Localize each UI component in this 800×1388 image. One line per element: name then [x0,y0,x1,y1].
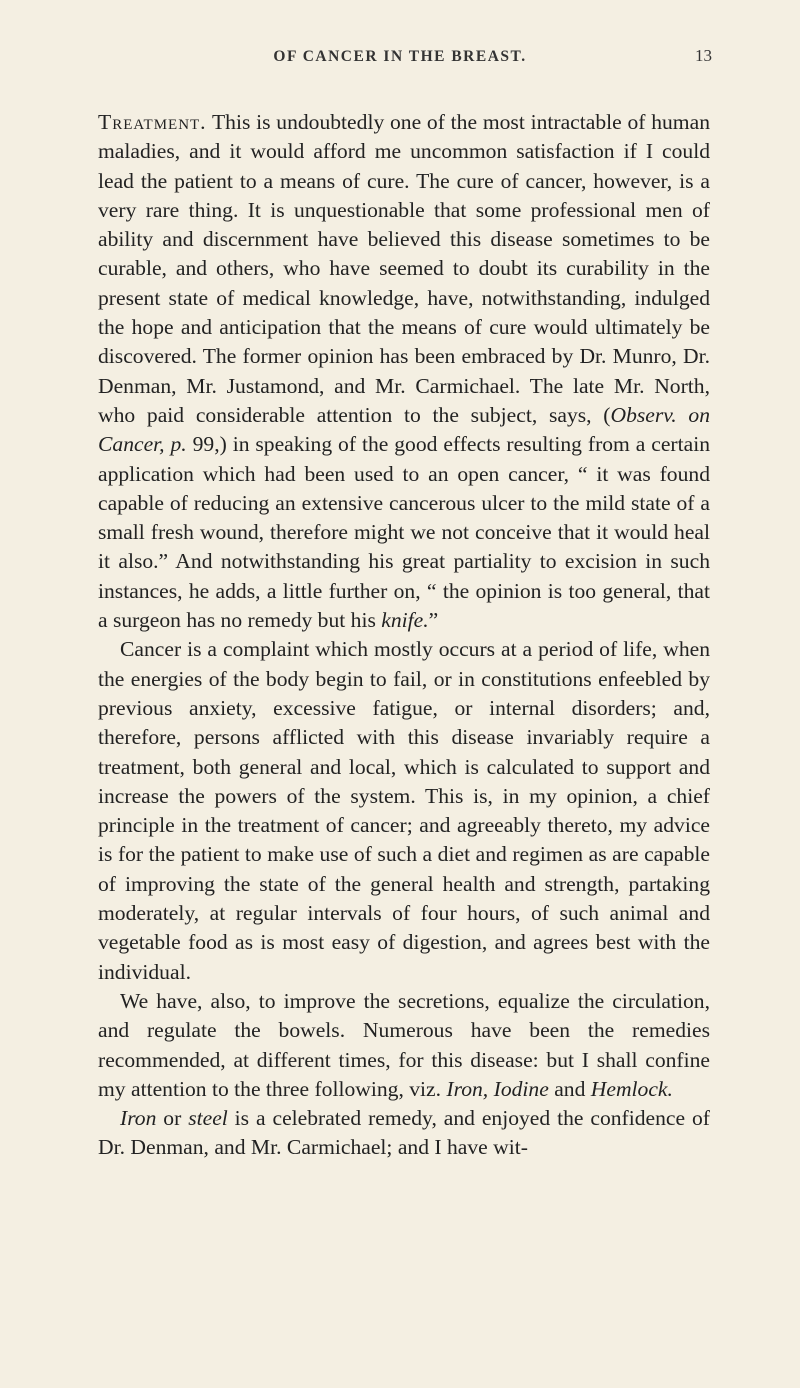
remedy-iodine: Iodine [493,1076,549,1101]
paragraph-text: ” [428,608,439,633]
body-text [98,108,710,1163]
term-steel: steel [188,1106,228,1131]
emphasis-knife: knife. [381,608,429,633]
paragraph-iron [98,1104,710,1163]
paragraph-text: 99,) in speaking of the good effects resulting from a certain application which had been used to an open cancer, “ it was found capable of reducing an extensive cancerous ulcer to the mild state of a small fresh wound, therefore might we not conceive that it would heal it also.” And notwithstanding his great partiality to excision in such instances, he adds, a little further on, “ the opinion is too general, that a surgeon has no remedy but his [98,432,710,633]
section-lead: Treatment. [98,110,207,134]
page-number: 13 [695,46,712,65]
paragraph-complaint: Cancer is a complaint which mostly occurs at a period of life, when the energies of the body begin to fail, or in constitutions enfeebled by previous anxiety, excessive fatigue, or internal disorders; and, therefore, persons afflicted with this disease invariably require a treatment, both general and local, which is calculated to support and increase the powers of the system. This is, in my opinion, a chief principle in the treatment of cancer; and agreeably thereto, my advice is for the patient to make use of such a diet and regimen as are capable of improving the state of the general health and strength, partaking moderately, at regular intervals of four hours, of such animal and vegetable food as is most easy of digestion, and agrees best with the individual. [98,637,710,984]
paragraph-remedies [98,987,710,1104]
paragraph-text: This is undoubtedly one of the most intractable of human maladies, and it would afford me uncommon satisfaction if I could lead the patient to a means of cure. The cure of cancer, however, is a very rare thing. It is unquestionable that some professional men of ability and discernment have believed this disease sometimes to be curable, and others, who have seemed to doubt its curability in the present state of medical knowledge, have, notwithstanding, indulged the hope and anticipation that the means of cure would ultimately be discovered. The former opinion has been embraced by Dr. Munro, Dr. Denman, Mr. Justamond, and Mr. Carmichael. The late Mr. North, who paid considerable attention to the subject, says, ( [98,110,710,427]
remedy-iron: Iron, [446,1076,489,1101]
remedy-hemlock: Hemlock. [590,1076,673,1101]
term-iron: Iron [120,1106,157,1131]
running-head: OF CANCER IN THE BREAST. [273,48,527,65]
paragraph-text: and [548,1076,591,1101]
paragraph-text: We have, also, to improve the secretions, equalize the circulation, and regulate the bowels. Numerous have been the remedies recommended, at different times, for this disease: but I shall confine my attention to the three following, viz. [98,988,710,1101]
paragraph-text: or [156,1106,189,1131]
paragraph-treatment [98,108,710,635]
citation: Observ. on Cancer, p. [98,402,710,457]
paragraph-text: is a celebrated remedy, and enjoyed the confidence of Dr. Denman, and Mr. Carmichael; and I have wit- [98,1106,710,1160]
